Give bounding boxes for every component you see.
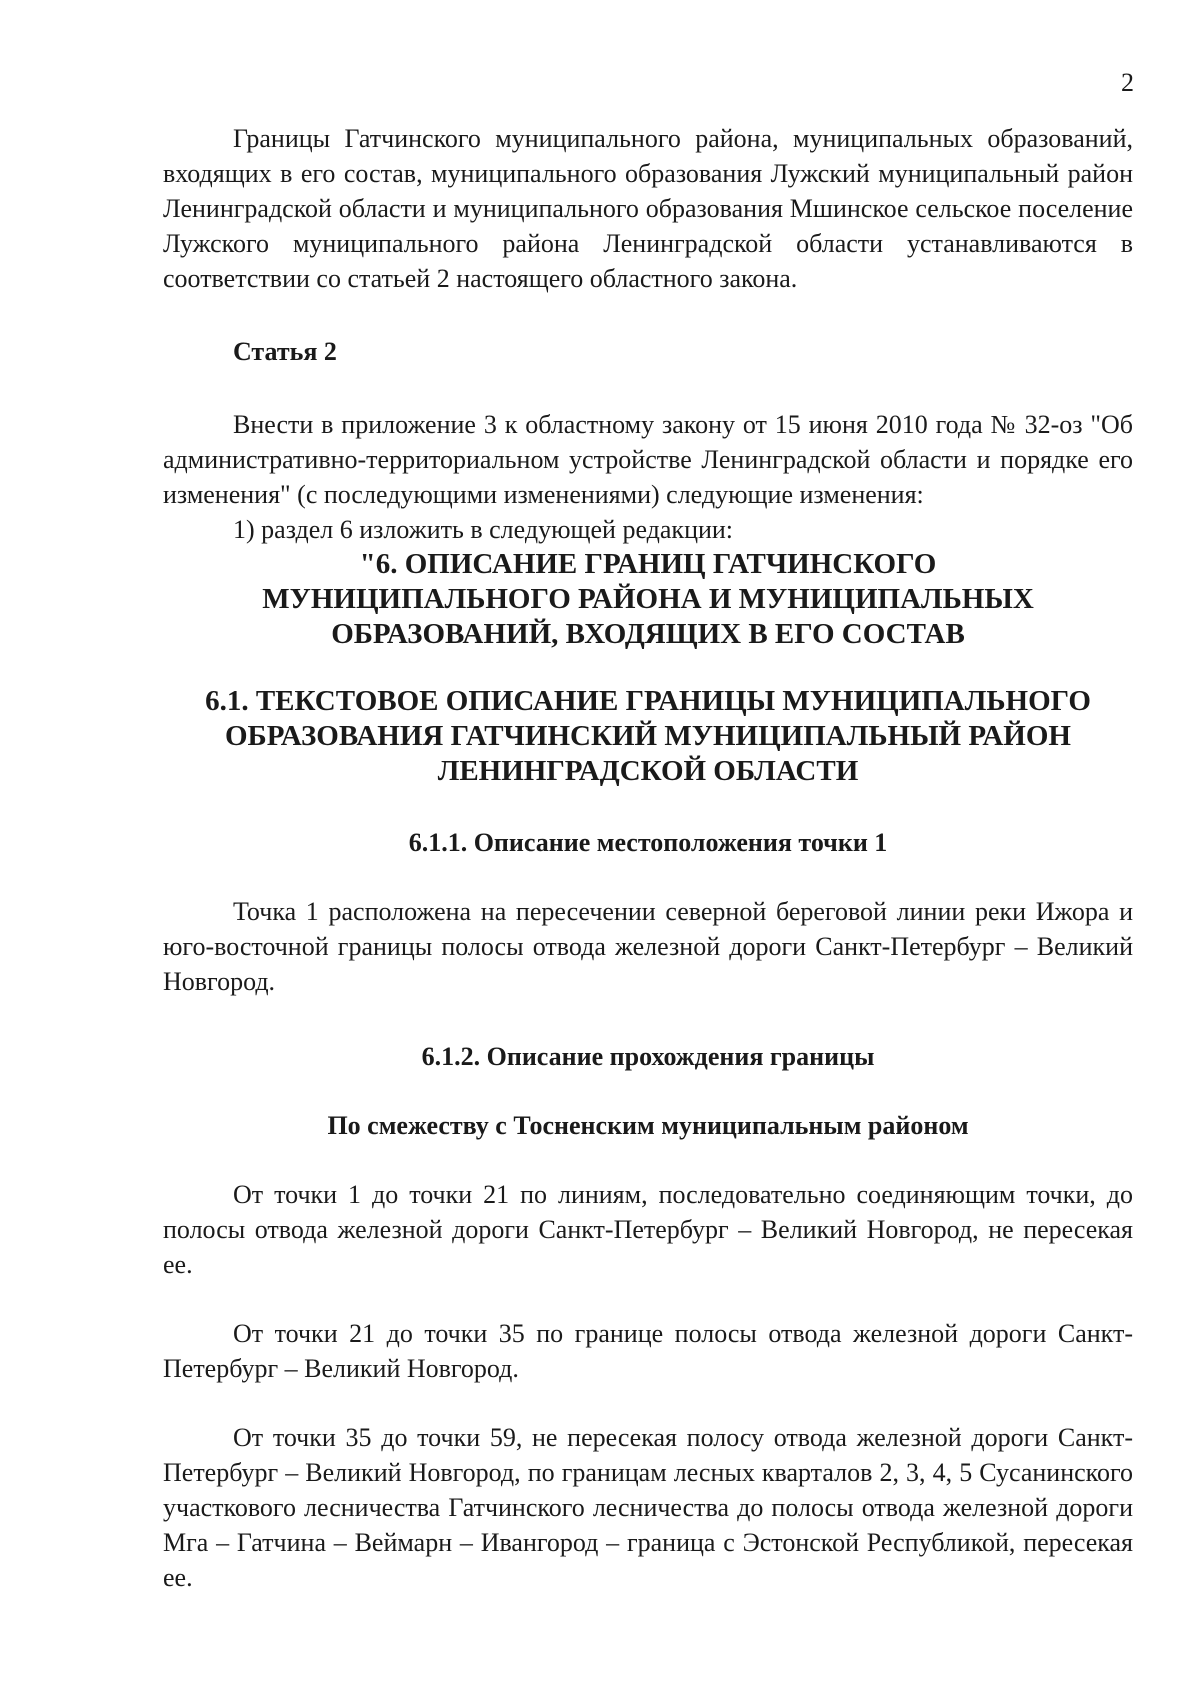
route-paragraph: От точки 21 до точки 35 по границе полосы отвода железной дороги Санкт-Петербург – Великий Новгород.: [163, 1319, 1133, 1383]
section-6-1-1-title: 6.1.1. Описание местоположения точки 1: [408, 828, 888, 857]
page-number: 2: [1121, 68, 1134, 97]
section-6-1-2-title: 6.1.2. Описание прохождения границы: [421, 1042, 875, 1071]
list-item: 1) раздел 6 изложить в следующей редакции:: [233, 515, 734, 544]
point-1-paragraph: Точка 1 расположена на пересечении северной береговой линии реки Ижора и юго-восточной границы полосы отвода железной дороги Санкт-Петербург – Великий Новгород.: [163, 897, 1133, 996]
route-paragraph: От точки 35 до точки 59, не пересекая полосу отвода железной дороги Санкт-Петербург – Великий Новгород, по границам лесных кварталов 2, 3, 4, 5 Сусанинского участкового лесничества Гатчинского лесничества до полосы отвода железной дороги Мга – Гатчина – Веймарн – Ивангород – граница с Эстонской Республикой, пересекая ее.: [163, 1423, 1133, 1592]
section-6-1-title: 6.1. ТЕКСТОВОЕ ОПИСАНИЕ ГРАНИЦЫ МУНИЦИПАЛЬНОГО ОБРАЗОВАНИЯ ГАТЧИНСКИЙ МУНИЦИПАЛЬНЫЙ РАЙОН ЛЕНИНГРАДСКОЙ ОБЛАСТИ: [205, 685, 1091, 787]
article-paragraph: Внести в приложение 3 к областному закону от 15 июня 2010 года № 32-оз "Об административно-территориальном устройстве Ленинградской области и порядке его изменения" (с последующими изменениями) следующие изменения:: [163, 410, 1133, 509]
route-paragraph: От точки 1 до точки 21 по линиям, последовательно соединяющим точки, до полосы отвода железной дороги Санкт-Петербург – Великий Новгород, не пересекая ее.: [163, 1180, 1133, 1279]
adjacency-heading: По смежеству с Тосненским муниципальным районом: [327, 1111, 969, 1140]
intro-paragraph: Границы Гатчинского муниципального района, муниципальных образований, входящих в его состав, муниципального образования Лужский муниципальный район Ленинградской области и муниципального образования Мшинское сельское поселение Лужского муниципального района Ленинградской области устанавливаются в соответствии со статьей 2 настоящего областного закона.: [163, 124, 1133, 293]
article-heading: Статья 2: [233, 337, 337, 366]
document-body: [163, 121, 1133, 1595]
section-6-title: "6. ОПИСАНИЕ ГРАНИЦ ГАТЧИНСКОГО МУНИЦИПАЛЬНОГО РАЙОНА И МУНИЦИПАЛЬНЫХ ОБРАЗОВАНИЙ, ВХОДЯЩИХ В ЕГО СОСТАВ: [262, 548, 1034, 650]
